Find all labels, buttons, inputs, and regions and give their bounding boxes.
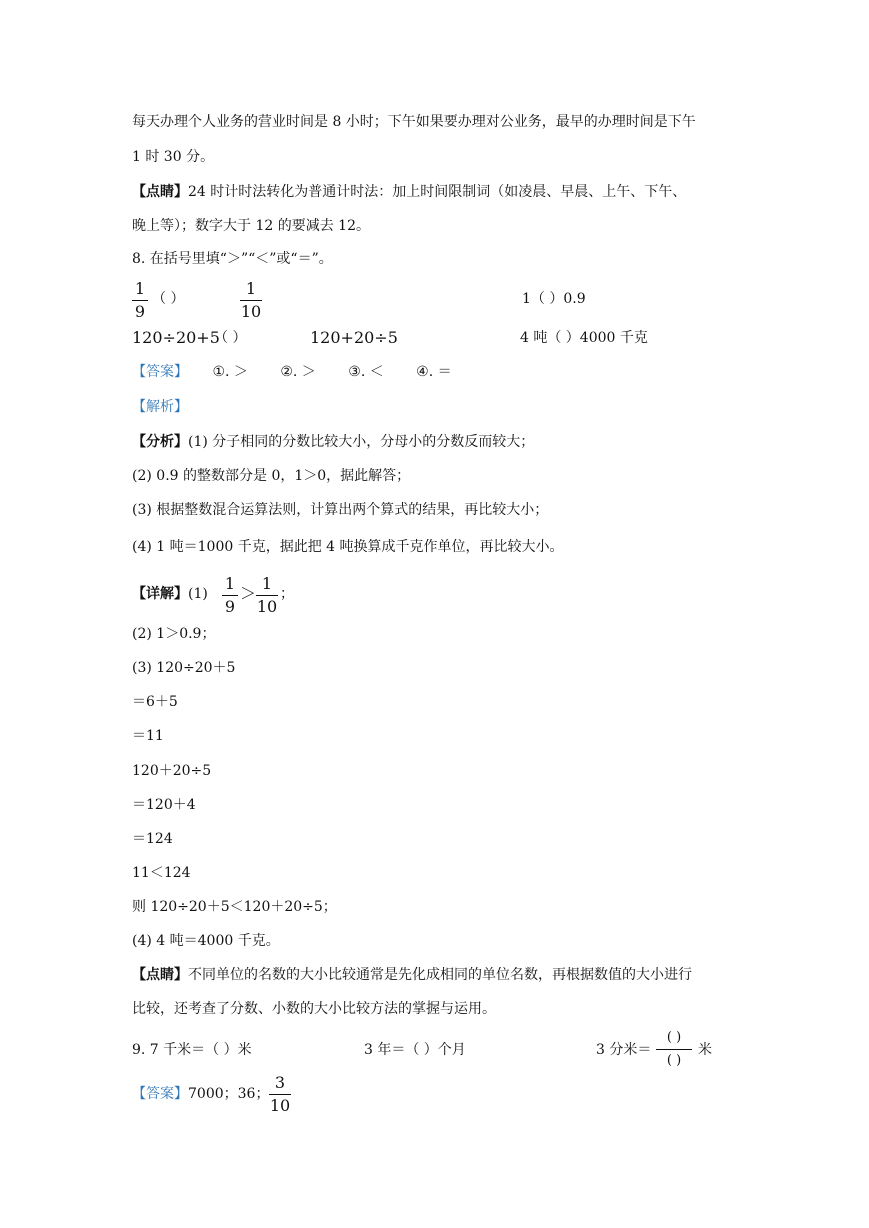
answer-9 xyxy=(132,1084,269,1104)
question-9-part1: 9. 7 千米＝（ ）米 xyxy=(132,1042,252,1058)
analysis-line: (3) 根据整数混合运算法则，计算出两个算式的结果，再比较大小； xyxy=(132,502,549,518)
answer-tag: 【答案】 xyxy=(132,1086,188,1102)
detail-line: ＝120＋4 xyxy=(132,797,196,813)
detail-line: 120＋20÷5 xyxy=(132,763,212,779)
analysis-text: (1) 分子相同的分数比较大小，分母小的分数反而较大； xyxy=(188,434,535,450)
detail-line: ＝124 xyxy=(132,831,173,847)
question-9-part3: 3 分米＝ xyxy=(596,1042,652,1058)
fraction: 1 9 xyxy=(222,574,238,617)
detail-tag: 【详解】 xyxy=(132,586,188,602)
detail-line: ＝11 xyxy=(132,728,164,744)
detail-line: ＝6＋5 xyxy=(132,694,178,710)
answer-8 xyxy=(132,362,452,382)
detail-line: (3) 120÷20＋5 xyxy=(132,660,236,676)
text-line: 1 时 30 分。 xyxy=(132,149,215,165)
answer-item: ③. ＜ xyxy=(348,364,384,380)
text-line: 晚上等）；数字大于 12 的要减去 12。 xyxy=(132,218,370,234)
analysis-line: (2) 0.9 的整数部分是 0，1＞0，据此解答； xyxy=(132,468,411,484)
question-8: 8. 在括号里填“＞”“＜”或“＝”。 xyxy=(132,251,333,267)
expression-left: 120÷20+5 xyxy=(132,328,220,347)
fraction: 1 9 xyxy=(132,279,148,322)
text-line xyxy=(132,182,686,202)
unit: 米 xyxy=(698,1042,712,1058)
answer-text: 7000；36； xyxy=(188,1086,270,1102)
fraction: 3 10 xyxy=(269,1073,291,1115)
dianjing-text: 不同单位的名数的大小比较通常是先化成相同的单位名数，再根据数值的大小进行 xyxy=(188,967,692,983)
detail-line: (2) 1＞0.9； xyxy=(132,626,216,642)
fraction: 1 10 xyxy=(256,574,278,616)
dianjing-tag: 【点睛】 xyxy=(132,967,188,983)
detail-text: (1) xyxy=(188,586,208,602)
blank: （ ） xyxy=(152,291,185,307)
detail-line: 11＜124 xyxy=(132,865,191,881)
answer-tag: 【答案】 xyxy=(132,364,188,380)
expression-right: 120+20÷5 xyxy=(310,328,398,347)
semicolon: ； xyxy=(280,586,294,602)
compare-1-0.9: 1（ ）0.9 xyxy=(522,291,586,307)
question-9-part2: 3 年＝（ ）个月 xyxy=(364,1042,466,1058)
gt-sign: ＞ xyxy=(240,584,257,603)
detail-line xyxy=(132,584,208,604)
analysis-line xyxy=(132,432,534,452)
answer-item: ④. ＝ xyxy=(416,364,452,380)
fraction: 1 10 xyxy=(240,279,262,321)
dianjing-text: 24 时计时法转化为普通计时法：加上时间限制词（如凌晨、早晨、上午、下午、 xyxy=(188,184,687,200)
detail-line: 则 120÷20＋5＜120＋20÷5； xyxy=(132,899,337,915)
answer-item: ②. ＞ xyxy=(280,364,316,380)
analysis-line: (4) 1 吨＝1000 千克，据此把 4 吨换算成千克作单位，再比较大小。 xyxy=(132,539,564,555)
dianjing-line xyxy=(132,965,692,985)
dianjing-line: 比较，还考查了分数、小数的大小比较方法的掌握与运用。 xyxy=(132,1001,496,1017)
jiexi-tag: 【解析】 xyxy=(132,399,188,415)
fraction-blank: ( ) ( ) xyxy=(656,1028,692,1071)
analysis-tag: 【分析】 xyxy=(132,434,188,450)
detail-line: (4) 4 吨＝4000 千克。 xyxy=(132,933,280,949)
dianjing-tag: 【点睛】 xyxy=(132,184,188,200)
compare-ton-kg: 4 吨（ ）4000 千克 xyxy=(520,330,648,346)
answer-item: ①. ＞ xyxy=(212,364,248,380)
text-line: 每天办理个人业务的营业时间是 8 小时；下午如果要办理对公业务，最早的办理时间是下午 xyxy=(132,114,696,130)
blank: （ ） xyxy=(214,330,247,346)
